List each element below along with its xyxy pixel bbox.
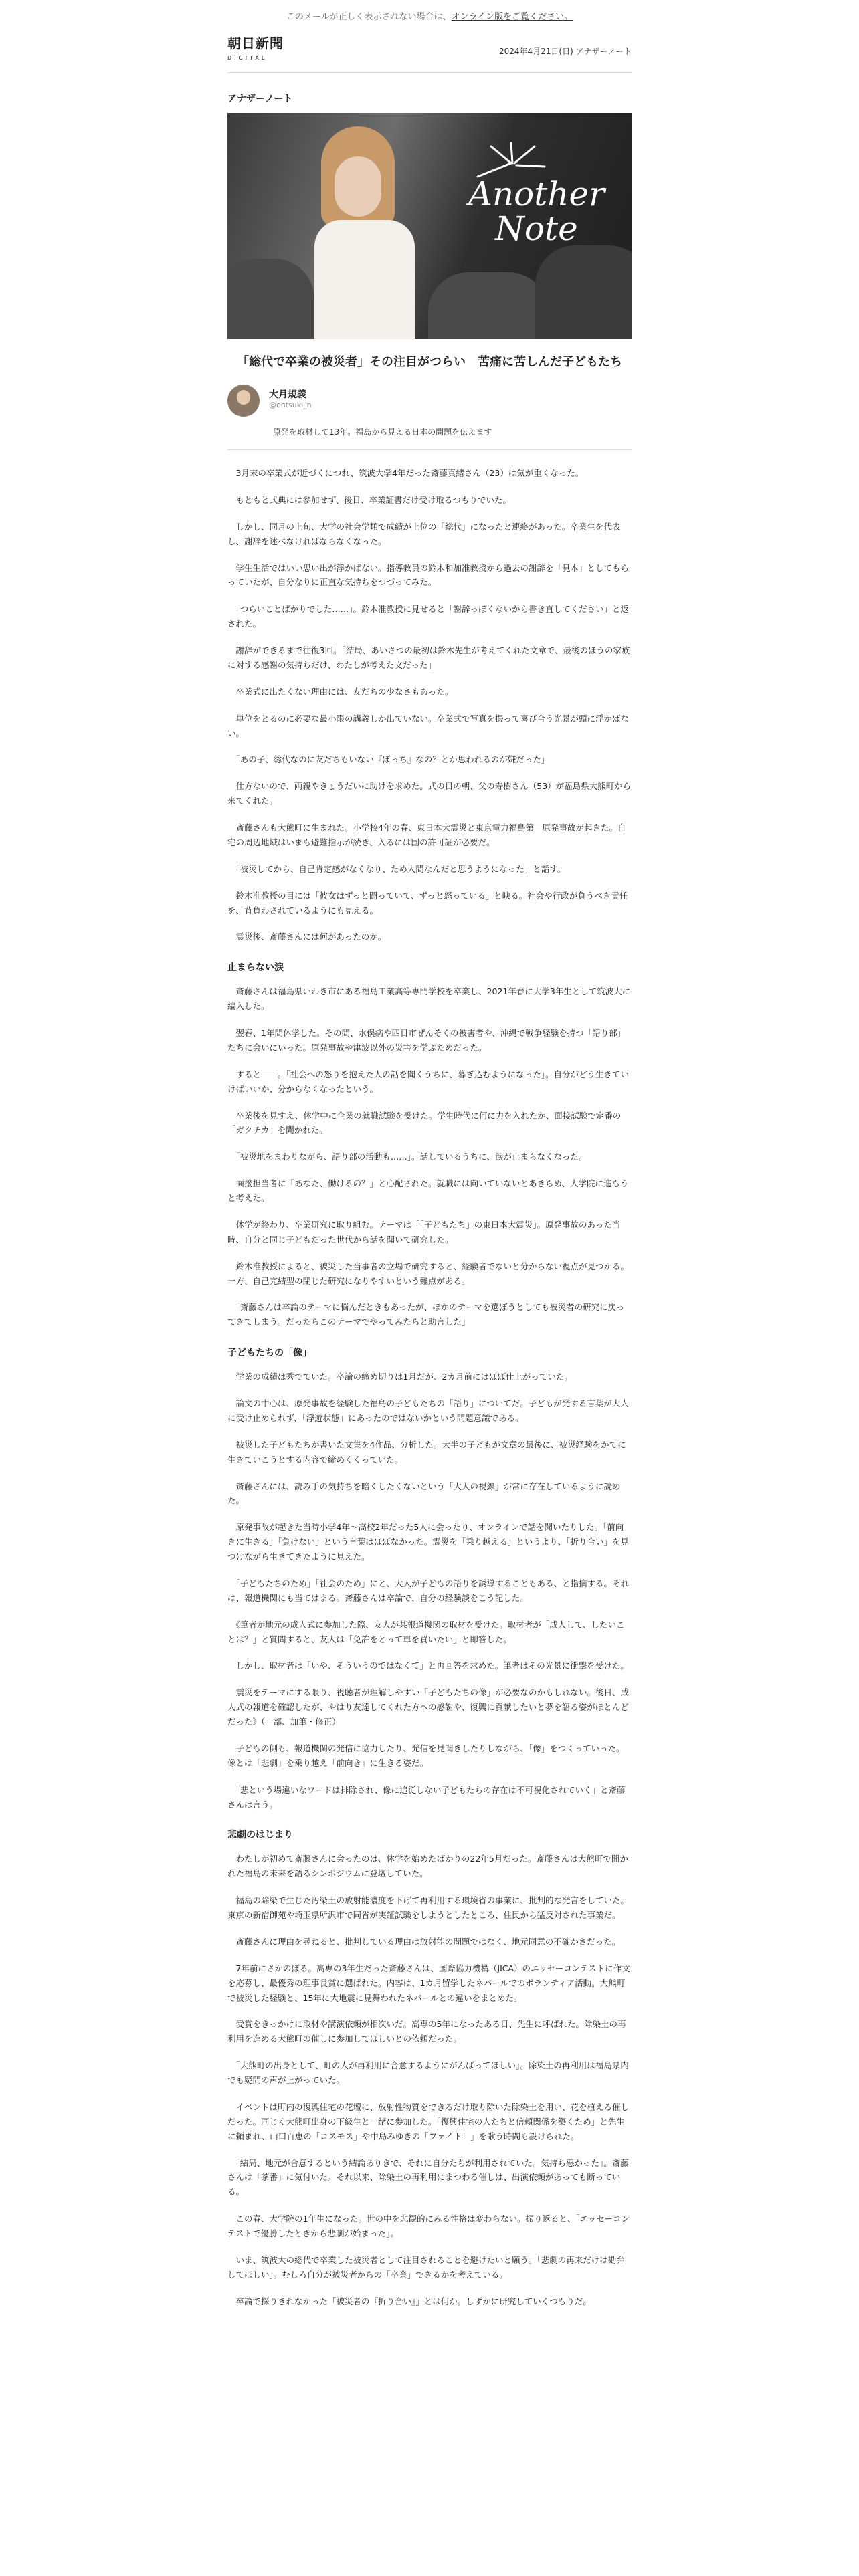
hero-title-line2: Note xyxy=(495,209,578,248)
article-paragraph: 被災した子どもたちが書いた文集を4作品、分析した。大半の子どもが文章の最後に、被災経験をかてに生きていこうとする内容で締めくくっていた。 xyxy=(227,1439,626,1465)
article-paragraph: 休学が終わり、卒業研究に取り組む。テーマは「「子どもたち」の東日本大震災」。原発事故のあった当時、自分と同じ子どもだった世代から話を聞いて研究した。 xyxy=(227,1219,621,1245)
author-avatar xyxy=(227,385,260,417)
article-paragraph: 翌春、1年間休学した。その間、水俣病や四日市ぜんそくの被害者や、沖縄で戦争経験を持つ「語り部」たちに会いにいった。原発事故や津波以外の災害を学ぶためだった。 xyxy=(227,1028,626,1053)
article-paragraph: 「斎藤さんは卒論のテーマに悩んだときもあったが、ほかのテーマを選ぼうとしても被災者の研究に戻ってきてしまう。だったらこのテーマでやってみたらと助言した」 xyxy=(227,1302,625,1327)
article-paragraph: 卒業後を見すえ、休学中に企業の就職試験を受けた。学生時代に何に力を入れたか、面接試験で定番の「ガクチカ」を聞かれた。 xyxy=(227,1110,622,1136)
article-paragraph: 「あの子、総代なのに友だちもいない『ぼっち』なの？とか思われるのが嫌だった」 xyxy=(227,754,550,765)
article-paragraph: もともと式典には参加せず、後日、卒業証書だけ受け取るつもりでいた。 xyxy=(227,494,511,505)
article-paragraph: 震災後、斎藤さんには何があったのか。 xyxy=(227,932,387,942)
article-paragraph: 謝辞ができるまで往復3回。「結局、あいさつの最初は鈴木先生が考えてくれた文章で、最後のほうの家族に対する感謝の気持ちだけ、わたしが考えた文だった」 xyxy=(227,645,630,670)
author-name: 大月規義 xyxy=(269,389,306,400)
article-paragraph: 原発事故が起きた当時小学4年～高校2年だった5人に会ったり、オンラインで話を聞いたりした。「前向きに生きる」「負けない」という言葉はほぼなかった。震災を「乗り越える」というより、「折り合い」を見つけながら生きてきたように見えた。 xyxy=(227,1522,630,1562)
article-paragraph: 斎藤さんに理由を尋ねると、批判している理由は放射能の問題ではなく、地元同意の不確かさだった。 xyxy=(227,1936,621,1947)
article-paragraph: 学生生活ではいい思い出が浮かばない。指導教員の鈴木和加准教授から過去の謝辞を「見本」としてもらっていたが、自分なりに正直な気持ちをつづってみた。 xyxy=(227,562,630,588)
article-section-2 xyxy=(227,984,632,1329)
dateline: 2024年4月21日(日) アナザーノート xyxy=(498,46,632,56)
article-paragraph: 鈴木准教授の目には「彼女はずっと闘っていて、ずっと怒っている」と映る。社会や行政が負うべき責任を、背負わされているようにも見える。 xyxy=(227,890,628,916)
article-paragraph: すると――。「社会への怒りを抱えた人の話を聞くうちに、暮ぎ込むようになった」。自分がどう生きていけばいいか、分からなくなったという。 xyxy=(227,1069,630,1094)
article-paragraph: 斎藤さんには、読み手の気持ちを暗くしたくないという「大人の視線」が常に存在しているように読めた。 xyxy=(227,1481,621,1506)
crowd-silhouette xyxy=(227,259,314,339)
subheading-3: 悲劇のはじまり xyxy=(227,1830,293,1841)
subheading-2: 子どもたちの「像」 xyxy=(227,1348,312,1359)
article-paragraph: 「つらいことばかりでした……」。鈴木准教授に見せると「謝辞っぽくないから書き直してください」と返された。 xyxy=(227,604,630,629)
article-paragraph: 福島の除染で生じた汚染土の放射能濃度を下げて再利用する環境省の事業に、批判的な発言をしていた。東京の新宿御苑や埼玉県所沢市で同省が実証試験をしようとしたところ、住民から猛反対された事業だ。 xyxy=(227,1895,630,1920)
article-headline: 「総代で卒業の被災者」その注目がつらい 苦痛に苦しんだ子どもたち xyxy=(237,355,622,369)
author-block xyxy=(227,385,632,417)
logo-sub: DIGITAL xyxy=(227,55,268,61)
article-paragraph: 鈴木准教授によると、被災した当事者の立場で研究すると、経験者でないと分からない視点が見つかる。一方、自己完結型の閉じた研究になりやすいという難点がある。 xyxy=(227,1261,630,1286)
subheading-1: 止まらない涙 xyxy=(227,962,284,974)
article-section-3 xyxy=(227,1370,632,1812)
article-paragraph: 卒業式に出たくない理由には、友だちの少なさもあった。 xyxy=(227,686,454,697)
article-paragraph: わたしが初めて斎藤さんに会ったのは、休学を始めたばかりの22年5月だった。斎藤さんは大熊町で開かれた福島の未来を語るシンポジウムに登壇していた。 xyxy=(227,1854,628,1879)
article-paragraph: 仕方ないので、両親やきょうだいに助けを求めた。式の日の朝、父の寿樹さん（53）が福島県大熊町から来てくれた。 xyxy=(227,781,632,807)
author-bio: 原発を取材して13年。福島から見える日本の問題を伝えます xyxy=(273,427,492,437)
article-body xyxy=(227,466,632,2309)
article-paragraph: 学業の成績は秀でていた。卒論の締め切りは1月だが、2カ月前にはほぼ仕上がっていた。 xyxy=(227,1372,573,1382)
crowd-silhouette xyxy=(535,245,632,339)
hero-title-line1: Another xyxy=(468,175,605,213)
article-paragraph: 卒論で探りきれなかった「被災者の『折り合い』」とは何か。しずかに研究していくつもりだ。 xyxy=(227,2296,591,2306)
top-note xyxy=(0,0,859,29)
article-paragraph: いま、筑波大の総代で卒業した被災者として注目されることを避けたいと願う。「悲劇の再来だけは勘弁してほしい」。むしろ自分が被災者からの「卒業」できるかを考えている。 xyxy=(227,2254,625,2280)
email-body xyxy=(227,29,632,2309)
article-paragraph: イベントは町内の復興住宅の花壇に、放射性物質をできるだけ取り除いた除染土を用い、花を植える催しだった。同じく大熊町出身の下級生と一緒に参加した。「復興住宅の人たちと信頼関係を築くため」と先生に頼まれ、山口百恵の「コスモス」や中島みゆきの「ファイト！」を歌う時間も設けられた。 xyxy=(227,2101,630,2141)
article-paragraph: 《筆者が地元の成人式に参加した際、友人が某報道機関の取材を受けた。取材者が「成人して、したいことは？」と質問すると、友人は「免許をとって車を買いたい」と即答した。 xyxy=(227,1619,625,1644)
online-version-link[interactable]: オンライン版をご覧ください。 xyxy=(451,12,573,22)
masthead xyxy=(227,29,632,73)
article-paragraph: 斎藤さんも大熊町に生まれた。小学校4年の春、東日本大震災と東京電力福島第一原発事故が起きた。自宅の周辺地域はいまも避難指示が続き、入るには国の許可証が必要だ。 xyxy=(227,823,626,847)
article-paragraph: 「大熊町の出身として、町の人が再利用に合意するようにがんばってほしい」。除染土の再利用は福島県内でも疑問の声が上がっていた。 xyxy=(227,2060,629,2085)
article-paragraph: 子どもの側も、報道機関の発信に協力したり、発信を見聞きしたりしながら、「像」をつくっていった。像とは「悲劇」を乗り越え「前向き」に生きる姿だ。 xyxy=(227,1743,625,1768)
article-paragraph: 「被災してから、自己肯定感がなくなり、ため人間なんだと思うようになった」と話す。 xyxy=(227,863,566,874)
hero-image xyxy=(227,113,632,339)
article-paragraph: 震災をテーマにする限り、視聴者が理解しやすい「子どもたちの像」が必要なのかもしれない。後日、成人式の報道を確認したが、やはり友達してくれた方への感謝や、復興に貢献したいと夢を語る姿がほとんどだった》（一部、加筆・修正） xyxy=(227,1687,630,1727)
divider xyxy=(227,449,632,450)
article-paragraph: 論文の中心は、原発事故を経験した福島の子どもたちの「語り」についてだ。子どもが発する言葉が大人に受け止められず、「浮遊状態」にあったのではないかという問題意識である。 xyxy=(227,1398,629,1423)
hero-title xyxy=(468,177,605,246)
section-label: アナザーノート xyxy=(227,94,293,104)
article-paragraph: 「子どもたちのため」「社会のため」にと、大人が子どもの語りを誘導することもある、と指摘する。それは、報道機関にも当てはまる。斎藤さんは卒論で、自分の経験談をこう記した。 xyxy=(227,1578,630,1603)
article-paragraph: 7年前にさかのぼる。高専の3年生だった斎藤さんは、国際協力機構（JICA）のエッセーコンテストに作文を応募し、最優秀の理事長賞に選ばれた。内容は、1カ月留学したネパールでのボランティア活動。大熊町で被災した経験と、15年に大地震に見舞われたネパールとの違いをまとめた。 xyxy=(227,1963,630,2003)
article-paragraph: 単位をとるのに必要な最小限の講義しか出ていない。卒業式で写真を撮って喜び合う光景が頭に浮かばない。 xyxy=(227,713,630,738)
logo-text: 朝日新聞 xyxy=(227,35,284,51)
top-note-text: このメールが正しく表示されない場合は、 xyxy=(286,12,452,22)
crowd-silhouette xyxy=(428,272,549,339)
article-paragraph: しかし、同月の上旬、大学の社会学類で成績が上位の「総代」になったと連絡があった。卒業生を代表し、謝辞を述べなければならなくなった。 xyxy=(227,521,621,546)
article-paragraph: 「結局、地元が合意するという結論ありきで、それに自分たちが利用されていた。気持ち悪かった」。斎藤さんは「茶番」に気付いた。それ以来、除染土の再利用にまつわる催しは、出演依頼があっても断っている。 xyxy=(227,2157,629,2197)
article-paragraph: 「被災地をまわりながら、語り部の活動も……」。話しているうちに、涙が止まらなくなった。 xyxy=(227,1152,587,1162)
article-paragraph: 斎藤さんは福島県いわき市にある福島工業高等専門学校を卒業し、2021年春に大学3年生として筑波大に編入した。 xyxy=(227,986,631,1012)
article-paragraph: 面接担当者に「あなた、働けるの？」と心配された。就職には向いていないとあきらめ、大学院に進もうと考えた。 xyxy=(227,1178,629,1203)
article-paragraph: 受賞をきっかけに取材や講演依頼が相次いだ。高専の5年になったある日、先生に呼ばれた。除染土の再利用を進める大熊町の催しに参加してほしいとの依頼だった。 xyxy=(227,2019,626,2044)
author-handle[interactable]: @ohtsuki_n xyxy=(269,401,312,409)
article-paragraph: 「悲という場違いなワードは排除され、像に追従しない子どもたちの存在は不可視化されていく」と斎藤さんは言う。 xyxy=(227,1784,626,1810)
article-section-4 xyxy=(227,1852,632,2309)
article-paragraph: この春、大学院の1年生になった。世の中を悲観的にみる性格は変わらない。振り返ると、「エッセーコンテストで優勝したときから悲劇が始まった」。 xyxy=(227,2214,630,2238)
article-section-1 xyxy=(227,466,632,944)
article-paragraph: しかし、取材者は「いや、そういうのではなくて」と再回答を求めた。筆者はその光景に衝撃を受けた。 xyxy=(227,1660,629,1671)
student-photo xyxy=(314,126,415,339)
asahi-logo[interactable] xyxy=(227,37,284,65)
article-paragraph: 3月末の卒業式が近づくにつれ、筑波大学4年だった斎藤真緒さん（23）は気が重くなった。 xyxy=(227,468,584,478)
rays-graphic xyxy=(471,140,551,180)
